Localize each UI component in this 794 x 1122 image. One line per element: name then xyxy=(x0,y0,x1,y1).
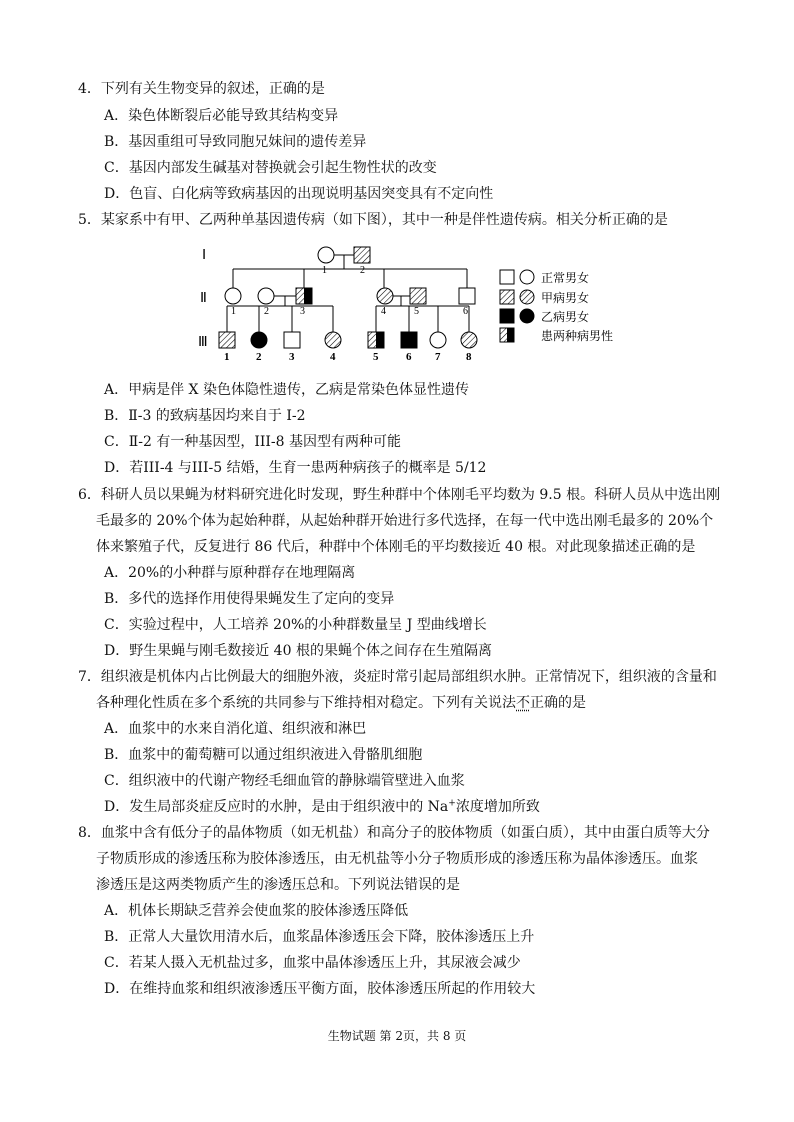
person-III-8-label: 8 xyxy=(466,351,472,363)
person-II-1-label: 1 xyxy=(231,306,236,317)
person-II-1 xyxy=(225,288,241,304)
legend-disease-a: 甲病男女 xyxy=(541,291,590,305)
person-III-2-label: 2 xyxy=(256,351,262,363)
q7-stem-end: 正确的是 xyxy=(530,695,586,711)
person-II-2-label: 2 xyxy=(264,306,269,317)
q5-option-d: D．若III-4 与III-5 结婚，生育一患两种病孩子的概率是 5/12 xyxy=(104,460,487,476)
person-II-6-label: 6 xyxy=(463,306,468,317)
q5-option-c: C．Ⅱ-2 有一种基因型，III-8 基因型有两种可能 xyxy=(104,434,401,450)
q6-option-c: C．实验过程中，人工培养 20%的小种群数量呈 J 型曲线增长 xyxy=(104,617,487,633)
q4-option-b: B．基因重组可导致同胞兄妹间的遗传差异 xyxy=(104,134,367,150)
person-II-2 xyxy=(258,288,274,304)
q4-option-a: A．染色体断裂后必能导致其结构变异 xyxy=(104,108,339,124)
person-III-7 xyxy=(430,332,446,348)
q6-stem-line-3: 体来繁殖子代，反复进行 86 代后，种群中个体刚毛的平均数接近 40 根。对此现象描述正确的是 xyxy=(96,539,696,555)
person-II-3 xyxy=(296,288,312,304)
person-III-5 xyxy=(368,332,384,348)
page-footer: 生物试题 第 2页，共 8 页 xyxy=(327,1029,467,1043)
person-III-4-label: 4 xyxy=(330,351,336,363)
q7-option-d-end: 浓度增加所致 xyxy=(455,799,540,815)
q6-option-a: A．20%的小种群与原种群存在地理隔离 xyxy=(104,565,356,581)
person-III-5-label: 5 xyxy=(373,351,379,363)
person-III-3-label: 3 xyxy=(289,351,295,363)
q8-option-d: D．在维持血浆和组织液渗透压平衡方面，胶体渗透压所起的作用较大 xyxy=(104,981,536,997)
q5-option-a: A．甲病是伴 X 染色体隐性遗传，乙病是常染色体显性遗传 xyxy=(104,382,469,398)
person-III-3 xyxy=(284,332,300,348)
q7-option-c: C．组织液中的代谢产物经毛细血管的静脉端管壁进入血浆 xyxy=(104,773,465,789)
q7-option-a: A．血浆中的水来自消化道、组织液和淋巴 xyxy=(104,721,367,737)
person-II-3-label: 3 xyxy=(300,306,305,317)
q4-option-d: D．色盲、白化病等致病基因的出现说明基因突变具有不定向性 xyxy=(104,186,494,202)
legend-disease-b: 乙病男女 xyxy=(541,310,590,324)
person-III-4 xyxy=(325,332,341,348)
q7-option-d-text: D．发生局部炎症反应时的水肿，是由于组织液中的 Na xyxy=(104,799,449,815)
person-I-1-label: 1 xyxy=(322,265,327,276)
q7-stem-text: 各种理化性质在多个系统的共同参与下维持相对稳定。下列有关说法 xyxy=(96,695,516,711)
q5-option-b: B．Ⅱ-3 的致病基因均来自于 I-2 xyxy=(104,408,306,424)
person-I-2 xyxy=(354,247,370,263)
q7-option-d xyxy=(104,798,540,816)
q8-stem-line-2: 子物质形成的渗透压称为胶体渗透压，由无机盐等小分子物质形成的渗透压称为晶体渗透压。血浆 xyxy=(96,851,698,867)
q7-emphasis-not: 不 xyxy=(516,695,530,711)
person-II-6 xyxy=(459,288,475,304)
q7-stem-line-2 xyxy=(96,694,586,712)
person-III-1-label: 1 xyxy=(224,351,230,363)
person-III-6 xyxy=(401,332,417,348)
q8-option-b: B．正常人大量饮用清水后，血浆晶体渗透压会下降，胶体渗透压上升 xyxy=(104,929,535,945)
q5-stem: 5．某家系中有甲、乙两种单基因遗传病（如下图），其中一种是伴性遗传病。相关分析正确的是 xyxy=(78,212,668,228)
person-III-6-label: 6 xyxy=(406,351,412,363)
person-III-7-label: 7 xyxy=(435,351,441,363)
person-III-2 xyxy=(251,332,267,348)
q6-stem-line-1: 6．科研人员以果蝇为材料研究进化时发现，野生种群中个体刚毛平均数为 9.5 根。科研人员从中选出刚 xyxy=(78,487,721,503)
q8-stem-line-3: 渗透压是这两类物质产生的渗透压总和。下列说法错误的是 xyxy=(96,877,460,893)
person-III-8 xyxy=(461,332,477,348)
pedigree-chart xyxy=(198,240,638,364)
q6-option-d: D．野生果蝇与刚毛数接近 40 根的果蝇个体之间存在生殖隔离 xyxy=(104,643,492,659)
legend-normal: 正常男女 xyxy=(541,271,590,285)
person-III-1 xyxy=(219,332,235,348)
person-I-2-label: 2 xyxy=(360,265,365,276)
pedigree-legend xyxy=(500,270,613,343)
q7-option-b: B．血浆中的葡萄糖可以通过组织液进入骨骼肌细胞 xyxy=(104,747,423,763)
person-II-4 xyxy=(377,288,393,304)
person-II-4-label: 4 xyxy=(381,306,386,317)
gen-label-3: Ⅲ xyxy=(198,335,208,350)
q7-stem-line-1: 7．组织液是机体内占比例最大的细胞外液，炎症时常引起局部组织水肿。正常情况下，组织液的含量和 xyxy=(78,669,717,685)
person-II-5-label: 5 xyxy=(414,306,419,317)
q6-option-b: B．多代的选择作用使得果蝇发生了定向的变异 xyxy=(104,591,395,607)
legend-both-diseases: 患两种病男性 xyxy=(541,329,614,343)
gen-label-1: Ⅰ xyxy=(202,248,207,263)
gen-label-2: Ⅱ xyxy=(200,291,207,306)
q8-option-a: A．机体长期缺乏营养会使血浆的胶体渗透压降低 xyxy=(104,903,409,919)
q6-stem-line-2: 毛最多的 20%个体为起始种群，从起始种群开始进行多代选择，在每一代中选出刚毛最多的 20%个 xyxy=(96,513,714,529)
q4-option-c: C．基因内部发生碱基对替换就会引起生物性状的改变 xyxy=(104,160,437,176)
q7-option-d-superscript: + xyxy=(448,798,456,809)
q4-stem: 4．下列有关生物变异的叙述，正确的是 xyxy=(78,81,325,97)
person-II-5 xyxy=(410,288,426,304)
q8-option-c: C．若某人摄入无机盐过多，血浆中晶体渗透压上升，其尿液会减少 xyxy=(104,955,521,971)
q8-stem-line-1: 8．血浆中含有低分子的晶体物质（如无机盐）和高分子的胶体物质（如蛋白质），其中由蛋白质等大分 xyxy=(78,825,710,841)
person-I-1 xyxy=(318,247,334,263)
